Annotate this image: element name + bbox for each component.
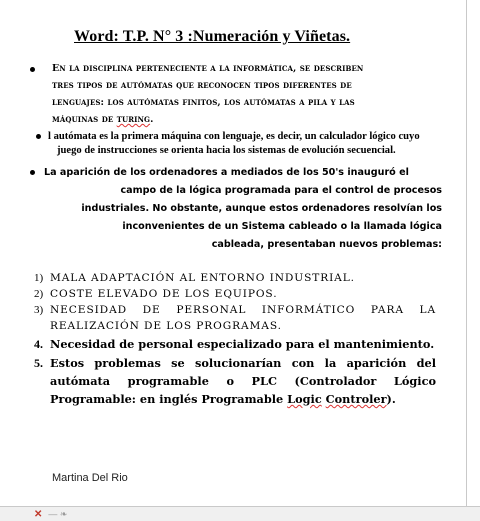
bullet-item: [30, 130, 442, 158]
bullet-line: l autómata es la primera máquina con lenguaje, es decir, un calculador lógico cuyo: [48, 131, 420, 142]
bullet-line: cableada, presentaban nuevos problemas:: [211, 239, 442, 250]
close-icon[interactable]: ✕: [34, 508, 43, 520]
item-number: 2): [34, 288, 44, 300]
bullet-line: inconvenientes de un Sistema cableado o la llamada lógica: [122, 221, 442, 232]
bullet-icon: [30, 67, 35, 72]
item-number: 5.: [34, 356, 43, 370]
numbered-item: [34, 335, 436, 353]
numbered-item: [34, 286, 436, 302]
bullet-item: [30, 60, 442, 128]
numbered-item: [34, 302, 436, 334]
spellcheck-word: Controler: [325, 392, 387, 406]
item-number: 3): [34, 304, 44, 316]
signature: Martina Del Rio: [52, 472, 128, 484]
bullet-line: máquinas de turing.: [52, 114, 154, 125]
bullet-line: lenguajes: los autómatas finitos, los autómatas a pila y las: [52, 97, 355, 108]
item-number: 1): [34, 272, 44, 284]
item-text: MALA ADAPTACIÓN AL ENTORNO INDUSTRIAL.: [50, 272, 355, 284]
bullet-line: campo de la lógica programada para el control de procesos: [120, 185, 442, 196]
bullet-line: La aparición de los ordenadores a mediados de los 50's inauguró el: [44, 167, 409, 178]
spellcheck-word: Logic: [287, 392, 322, 406]
page-margin: [466, 0, 480, 506]
item-text: NECESIDAD DE PERSONAL INFORMÁTICO PARA LA REALIZACIÓN DE LOS PROGRAMAS.: [50, 304, 436, 332]
bullet-icon: [36, 134, 41, 139]
numbered-list: [34, 270, 436, 408]
item-text: Necesidad de personal especializado para el mantenimiento.: [50, 337, 435, 351]
bullet-line: tres tipos de autómatas que reconocen tipos diferentes de: [52, 80, 352, 91]
status-bar: [0, 506, 480, 521]
item-number: 4.: [34, 337, 43, 351]
bullet-line: En la disciplina perteneciente a la informática, se describen: [52, 63, 364, 74]
bullet-line: juego de instrucciones se orienta hacia los sistemas de evolución secuencial.: [57, 145, 396, 156]
numbered-item: [34, 354, 436, 408]
bullet-icon: [30, 170, 35, 175]
item-text: COSTE ELEVADO DE LOS EQUIPOS.: [50, 288, 278, 300]
spellcheck-word: turing: [116, 114, 151, 125]
bullet-line: industriales. No obstante, aunque estos ordenadores resolvían los: [81, 203, 442, 214]
bullet-item: [30, 164, 442, 254]
document-title: Word: T.P. N° 3 :Numeración y Viñetas.: [74, 28, 351, 45]
status-fragment: — ❧: [48, 508, 68, 519]
item-text: Estos problemas se solucionarían con la aparición del autómata programable o PLC (Controlador Lógico Programable: en inglés Programable Logic Controler).: [50, 356, 436, 406]
numbered-item: [34, 270, 436, 286]
bullet-list: [30, 60, 442, 254]
